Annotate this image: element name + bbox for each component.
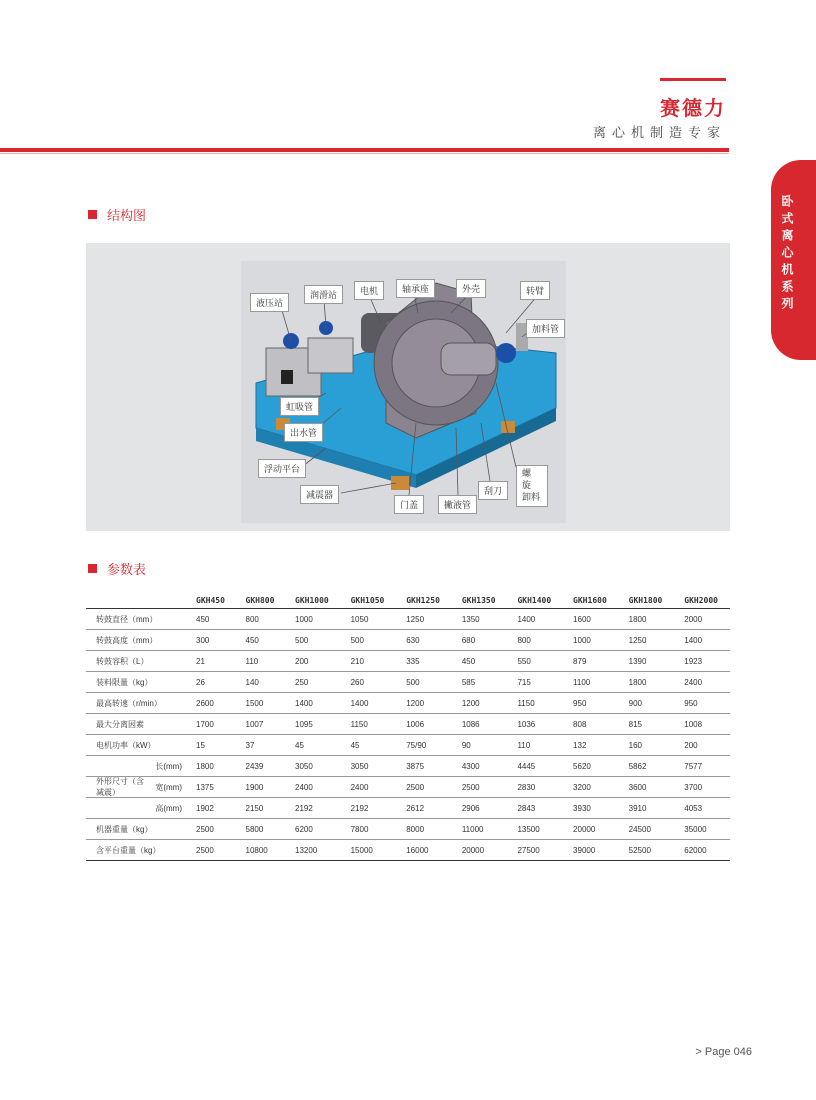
table-cell: 879: [563, 651, 619, 672]
table-row: [86, 798, 730, 819]
row-label: 最大分离因素: [86, 714, 186, 735]
table-row: [86, 714, 730, 735]
table-header-cell: GKH450: [186, 592, 236, 609]
table-header-cell: GKH1600: [563, 592, 619, 609]
table-cell: 110: [507, 735, 563, 756]
table-header-cell: GKH1400: [507, 592, 563, 609]
dim-sub-label: 宽(mm): [155, 783, 182, 792]
table-header-blank: [86, 592, 186, 609]
row-label: 电机功率（kW）: [86, 735, 186, 756]
callout-siphon-pipe: 虹吸管: [280, 397, 319, 416]
table-cell: 1100: [563, 672, 619, 693]
table-cell: 1800: [619, 672, 675, 693]
table-cell: 2843: [507, 798, 563, 819]
table-cell: 3910: [619, 798, 675, 819]
table-cell: 21: [186, 651, 236, 672]
table-cell: 950: [563, 693, 619, 714]
table-cell: 1006: [396, 714, 452, 735]
table-cell: 1800: [186, 756, 236, 777]
table-cell: 300: [186, 630, 236, 651]
table-cell: 45: [285, 735, 341, 756]
table-cell: 1007: [236, 714, 286, 735]
table-cell: 450: [452, 651, 508, 672]
table-cell: 3875: [396, 756, 452, 777]
params-section-title: 参数表: [107, 562, 147, 577]
table-cell: 3050: [341, 756, 397, 777]
table-cell: 2500: [186, 840, 236, 861]
table-cell: 45: [341, 735, 397, 756]
table-row: [86, 819, 730, 840]
table-cell: 1600: [563, 609, 619, 630]
table-cell: 815: [619, 714, 675, 735]
table-header-row: [86, 592, 730, 609]
table-cell: 1923: [674, 651, 730, 672]
damper-shape-3: [501, 421, 515, 433]
table-cell: 52500: [619, 840, 675, 861]
table-cell: 7800: [341, 819, 397, 840]
table-cell: 1375: [186, 777, 236, 798]
table-cell: 140: [236, 672, 286, 693]
table-cell: 35000: [674, 819, 730, 840]
table-cell: 2192: [285, 798, 341, 819]
table-cell: 2500: [452, 777, 508, 798]
table-cell: 1700: [186, 714, 236, 735]
structure-section-heading: [88, 205, 146, 224]
brand-name: 赛德力: [660, 98, 726, 120]
table-cell: 1400: [507, 609, 563, 630]
table-cell: 90: [452, 735, 508, 756]
table-cell: 1150: [341, 714, 397, 735]
table-header-cell: GKH1800: [619, 592, 675, 609]
table-cell: 15: [186, 735, 236, 756]
table-cell: 210: [341, 651, 397, 672]
table-cell: 5800: [236, 819, 286, 840]
table-cell: 20000: [452, 840, 508, 861]
table-cell: 2192: [341, 798, 397, 819]
table-cell: 1350: [452, 609, 508, 630]
dim-label-cell: [86, 777, 186, 798]
table-cell: 680: [452, 630, 508, 651]
table-cell: 585: [452, 672, 508, 693]
table-cell: 27500: [507, 840, 563, 861]
table-cell: 39000: [563, 840, 619, 861]
table-cell: 1900: [236, 777, 286, 798]
table-row: [86, 756, 730, 777]
table-cell: 715: [507, 672, 563, 693]
row-label: 最高转速（r/min）: [86, 693, 186, 714]
table-cell: 1250: [396, 609, 452, 630]
row-label: 转鼓容积（L）: [86, 651, 186, 672]
table-cell: 800: [236, 609, 286, 630]
brand-accent-bar: [660, 78, 726, 81]
callout-bearing-seat: 轴承座: [396, 279, 435, 298]
table-cell: 1390: [619, 651, 675, 672]
table-cell: 5620: [563, 756, 619, 777]
table-row: [86, 777, 730, 798]
callout-liquid-skim-pipe: 撇液管: [438, 495, 477, 514]
table-cell: 1008: [674, 714, 730, 735]
callout-lube-station: 润滑站: [304, 285, 343, 304]
table-row: [86, 672, 730, 693]
table-cell: 1150: [507, 693, 563, 714]
table-cell: 630: [396, 630, 452, 651]
dim-group-label: 外形尺寸（含减震）: [96, 777, 144, 797]
table-cell: 1400: [285, 693, 341, 714]
table-cell: 3930: [563, 798, 619, 819]
table-cell: 6200: [285, 819, 341, 840]
hydraulic-gauge: [281, 370, 293, 384]
table-header-cell: GKH1050: [341, 592, 397, 609]
table-cell: 110: [236, 651, 286, 672]
table-cell: 950: [674, 693, 730, 714]
table-header-cell: GKH2000: [674, 592, 730, 609]
table-row: [86, 630, 730, 651]
callout-casing: 外壳: [456, 279, 486, 298]
callout-rotating-arm: 转臂: [520, 281, 550, 300]
damper-shape: [391, 476, 409, 490]
table-cell: 1050: [341, 609, 397, 630]
table-cell: 1036: [507, 714, 563, 735]
dim-label-cell: [86, 798, 186, 819]
brand-slogan: 离心机制造专家: [592, 125, 726, 140]
table-cell: 550: [507, 651, 563, 672]
table-header-cell: GKH1250: [396, 592, 452, 609]
table-cell: 37: [236, 735, 286, 756]
table-cell: 1000: [285, 609, 341, 630]
table-cell: 335: [396, 651, 452, 672]
side-tab-label: 卧式离心机系列: [780, 195, 794, 314]
table-cell: 1400: [674, 630, 730, 651]
table-cell: 800: [507, 630, 563, 651]
table-row: [86, 693, 730, 714]
params-section-heading: [88, 559, 146, 578]
callout-hydraulic-station: 液压站: [250, 293, 289, 312]
table-cell: 3600: [619, 777, 675, 798]
table-cell: 1086: [452, 714, 508, 735]
structure-section-title: 结构图: [107, 208, 147, 223]
table-cell: 2400: [285, 777, 341, 798]
table-row: [86, 735, 730, 756]
row-label: 装料限量（kg）: [86, 672, 186, 693]
table-cell: 900: [619, 693, 675, 714]
table-cell: 1500: [236, 693, 286, 714]
row-label: 含平台重量（kg）: [86, 840, 186, 861]
row-label: 机器重量（kg）: [86, 819, 186, 840]
table-cell: 260: [341, 672, 397, 693]
table-cell: 1000: [563, 630, 619, 651]
table-cell: 13200: [285, 840, 341, 861]
table-cell: 4300: [452, 756, 508, 777]
header-rule-thin: [0, 153, 729, 154]
table-cell: 1200: [452, 693, 508, 714]
table-cell: 26: [186, 672, 236, 693]
row-label: 转鼓直径（mm）: [86, 609, 186, 630]
table-cell: 1095: [285, 714, 341, 735]
header-rule: [0, 148, 729, 152]
table-cell: 2400: [341, 777, 397, 798]
table-cell: 132: [563, 735, 619, 756]
callout-door-cover: 门盖: [394, 495, 424, 514]
table-cell: 8000: [396, 819, 452, 840]
table-cell: 7577: [674, 756, 730, 777]
callout-damper: 减震器: [300, 485, 339, 504]
table-cell: 13500: [507, 819, 563, 840]
params-table: [86, 592, 730, 861]
structure-figure: [86, 243, 730, 531]
table-cell: 500: [396, 672, 452, 693]
dim-sub-label: 长(mm): [155, 762, 182, 771]
table-cell: 3050: [285, 756, 341, 777]
table-cell: 2500: [396, 777, 452, 798]
table-cell: 20000: [563, 819, 619, 840]
table-cell: 15000: [341, 840, 397, 861]
table-cell: 3700: [674, 777, 730, 798]
table-cell: 3200: [563, 777, 619, 798]
table-cell: 2400: [674, 672, 730, 693]
callout-motor: 电机: [354, 281, 384, 300]
table-cell: 1800: [619, 609, 675, 630]
table-cell: 4053: [674, 798, 730, 819]
callout-feed-pipe: 加料管: [526, 319, 565, 338]
table-cell: 160: [619, 735, 675, 756]
table-cell: 450: [186, 609, 236, 630]
table-cell: 11000: [452, 819, 508, 840]
table-cell: 2500: [186, 819, 236, 840]
table-cell: 1400: [341, 693, 397, 714]
table-cell: 200: [674, 735, 730, 756]
row-label: 转鼓高度（mm）: [86, 630, 186, 651]
table-cell: 2439: [236, 756, 286, 777]
table-cell: 2612: [396, 798, 452, 819]
table-cell: 500: [285, 630, 341, 651]
table-cell: 62000: [674, 840, 730, 861]
table-cell: 75/90: [396, 735, 452, 756]
table-cell: 16000: [396, 840, 452, 861]
page-number: > Page 046: [695, 1046, 752, 1058]
table-cell: 2830: [507, 777, 563, 798]
table-cell: 2150: [236, 798, 286, 819]
table-cell: 1902: [186, 798, 236, 819]
table-cell: 250: [285, 672, 341, 693]
callout-scraper: 刮刀: [478, 481, 508, 500]
table-cell: 450: [236, 630, 286, 651]
section-square-icon: [88, 564, 97, 573]
table-cell: 10800: [236, 840, 286, 861]
table-cell: 5862: [619, 756, 675, 777]
table-header-cell: GKH1350: [452, 592, 508, 609]
table-cell: 2906: [452, 798, 508, 819]
table-row: [86, 609, 730, 630]
section-square-icon: [88, 210, 97, 219]
callout-screw-discharge: 螺 旋 卸料: [516, 465, 548, 507]
callout-water-outlet-pipe: 出水管: [284, 423, 323, 442]
table-cell: 2000: [674, 609, 730, 630]
table-header-cell: GKH800: [236, 592, 286, 609]
table-cell: 200: [285, 651, 341, 672]
screw-discharge-shape: [441, 343, 496, 375]
table-cell: 1200: [396, 693, 452, 714]
table-row: [86, 840, 730, 861]
lube-station-shape: [308, 338, 353, 373]
screw-motor: [496, 343, 516, 363]
table-cell: 2600: [186, 693, 236, 714]
table-cell: 24500: [619, 819, 675, 840]
callout-floating-platform: 浮动平台: [258, 459, 306, 478]
table-cell: 1250: [619, 630, 675, 651]
table-cell: 808: [563, 714, 619, 735]
table-row: [86, 651, 730, 672]
dim-sub-label: 高(mm): [155, 804, 182, 813]
table-header-cell: GKH1000: [285, 592, 341, 609]
table-cell: 4445: [507, 756, 563, 777]
table-cell: 500: [341, 630, 397, 651]
